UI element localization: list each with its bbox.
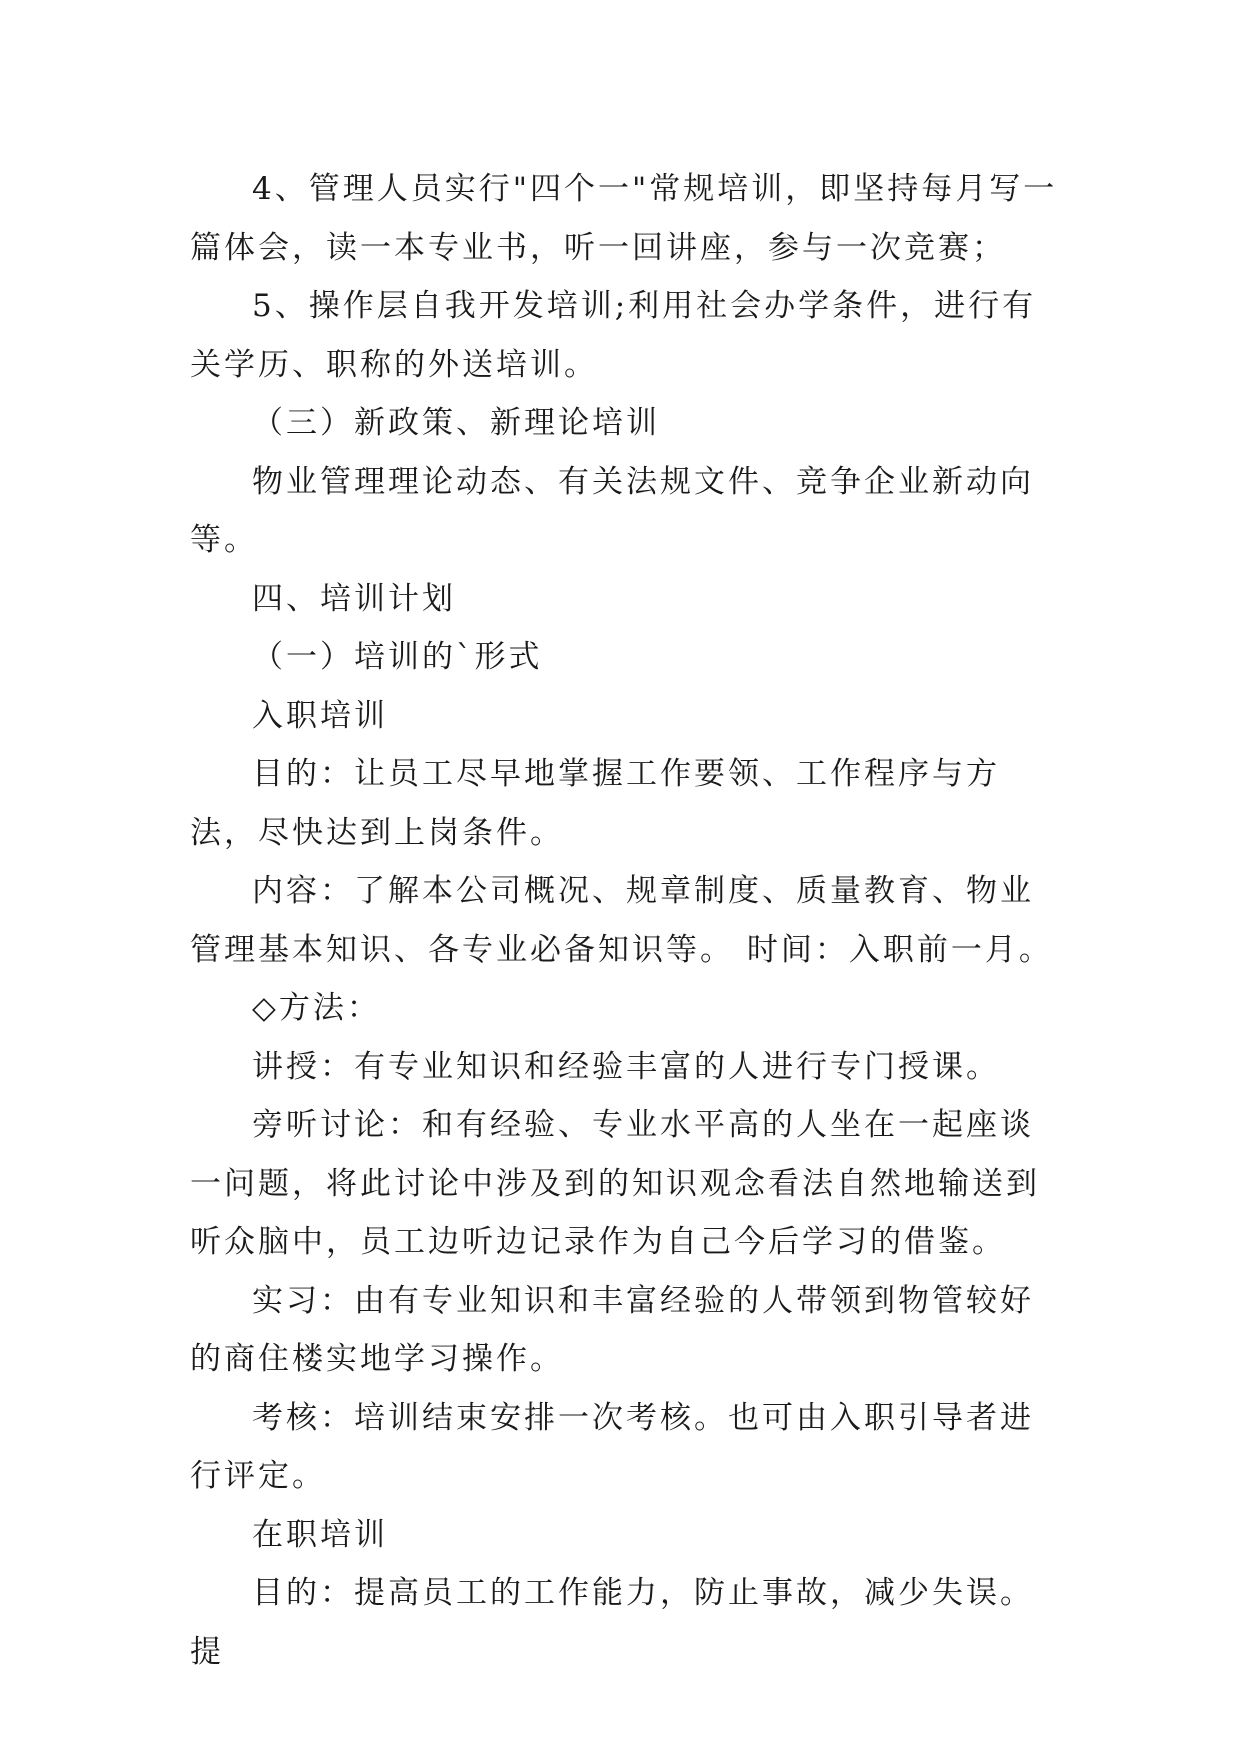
paragraph-assessment-method: 考核：培训结束安排一次考核。也可由入职引导者进行评定。	[190, 1399, 1034, 1494]
heading-onboarding-training: 入职培训	[252, 697, 388, 734]
heading-training-forms: （一）培训的`形式	[252, 639, 543, 675]
paragraph-self-development-training: 5、操作层自我开发培训;利用社会办学条件，进行有关学历、职称的外送培训。	[190, 288, 1037, 383]
paragraph-management-training: 4、管理人员实行"四个一"常规培训，即坚持每月写一篇体会，读一本专业书，听一回讲座，参与一次竞赛；	[190, 171, 1058, 266]
paragraph-onboarding-purpose: 目的：让员工尽早地掌握工作要领、工作程序与方法，尽快达到上岗条件。	[190, 756, 1000, 851]
heading-methods: ◇方法：	[252, 990, 381, 1026]
paragraph-lecture-method: 讲授：有专业知识和经验丰富的人进行专门授课。	[252, 1048, 1000, 1085]
document-body	[190, 160, 1060, 1681]
paragraph-internship-method: 实习：由有专业知识和丰富经验的人带领到物管较好的商住楼实地学习操作。	[190, 1282, 1034, 1377]
paragraph-discussion-method: 旁听讨论：和有经验、专业水平高的人坐在一起座谈一问题，将此讨论中涉及到的知识观念看法自然地输送到听众脑中，员工边听边记录作为自己今后学习的借鉴。	[190, 1107, 1040, 1260]
paragraph-onboarding-content: 内容：了解本公司概况、规章制度、质量教育、物业管理基本知识、各专业必备知识等。 时间：入职前一月。	[190, 873, 1053, 968]
heading-training-plan: 四、培训计划	[252, 580, 456, 617]
heading-new-policy-training: （三）新政策、新理论培训	[252, 405, 660, 441]
heading-on-the-job-training: 在职培训	[252, 1516, 388, 1553]
paragraph-on-the-job-purpose: 目的：提高员工的工作能力，防止事故，减少失误。提	[190, 1575, 1034, 1670]
paragraph-theory-dynamics: 物业管理理论动态、有关法规文件、竞争企业新动向等。	[190, 463, 1034, 558]
